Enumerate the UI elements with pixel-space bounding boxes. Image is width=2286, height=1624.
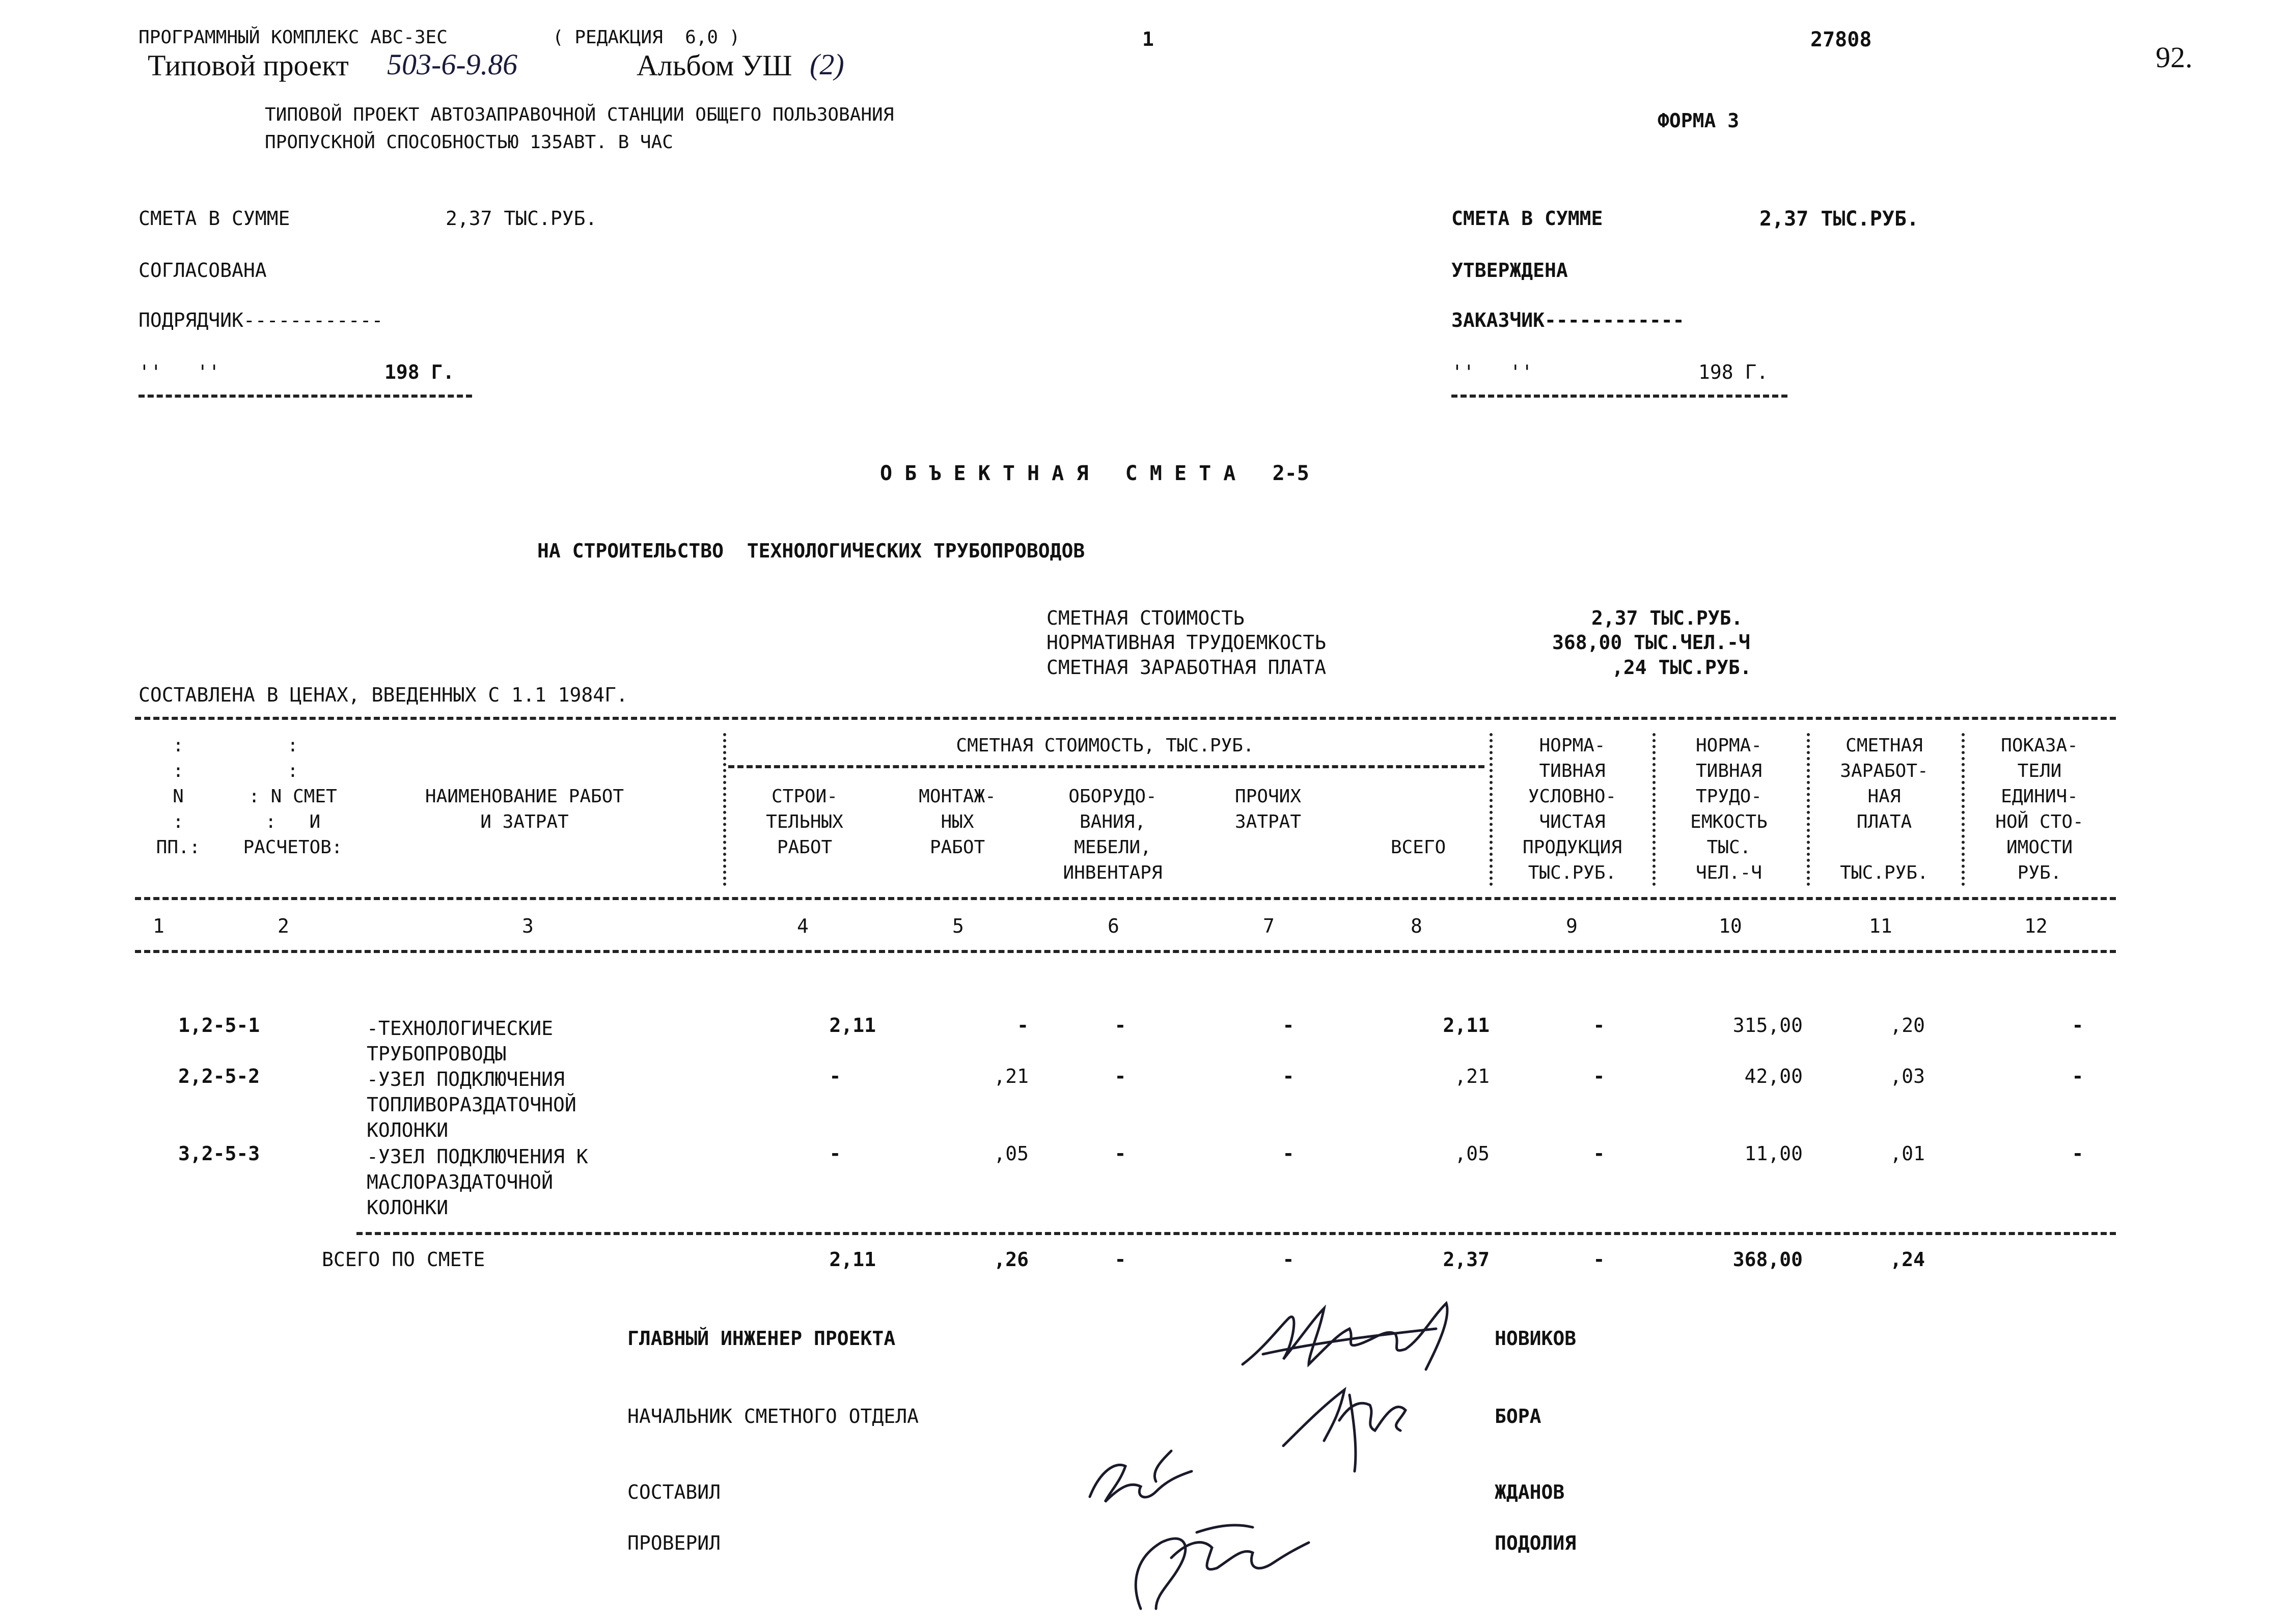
type-project-label: Типовой проект	[148, 49, 349, 82]
summary-wage-value: ,24 ТЫС.РУБ.	[1612, 656, 1752, 679]
col-number: 9	[1566, 915, 1578, 937]
signature-name: ЖДАНОВ	[1495, 1481, 1565, 1503]
left-sum-label: СМЕТА В СУММЕ	[139, 207, 290, 230]
signature-name: БОРА	[1495, 1405, 1541, 1427]
right-date-underline	[1451, 395, 1787, 398]
table-row-construction: -	[829, 1142, 841, 1165]
total-row-label: ВСЕГО ПО СМЕТЕ	[322, 1248, 485, 1271]
table-row-indicator: -	[2072, 1014, 2084, 1037]
total-row-norm-product: -	[1593, 1248, 1605, 1271]
col-number: 1	[153, 915, 164, 937]
table-row-install: ,21	[994, 1065, 1029, 1087]
page-number: 1	[1142, 28, 1154, 50]
signature-compiler-checker	[1080, 1441, 1324, 1624]
table-row-other: -	[1282, 1014, 1295, 1037]
table-row-num: 2,2-5-2	[178, 1065, 260, 1087]
total-row-other: -	[1282, 1248, 1295, 1271]
col-number: 3	[522, 915, 534, 937]
table-row-total: ,05	[1454, 1142, 1490, 1165]
table-row-construction: -	[829, 1065, 841, 1087]
software-name: ПРОГРАММНЫЙ КОМПЛЕКС АВС-ЗЕС	[139, 27, 448, 48]
left-year: 198 Г.	[384, 361, 455, 383]
header-col-name: НАИМЕНОВАНИЕ РАБОТ И ЗАТРАТ	[425, 786, 624, 832]
right-party: ЗАКАЗЧИК------------	[1451, 309, 1685, 331]
signature-name: НОВИКОВ	[1495, 1327, 1577, 1350]
total-row-labor: 368,00	[1732, 1248, 1803, 1271]
signature-role: ПРОВЕРИЛ	[627, 1532, 721, 1554]
header-col-estimate: : : : N СМЕТ : И РАСЧЕТОВ:	[243, 735, 343, 858]
album-part: (2)	[810, 48, 844, 81]
right-sum-value: 2,37 ТЫС.РУБ.	[1759, 207, 1919, 231]
table-row-total: 2,11	[1443, 1014, 1490, 1037]
header-bottom-rule	[135, 897, 2116, 900]
table-row-other: -	[1282, 1065, 1295, 1087]
table-row-wage: ,03	[1890, 1065, 1925, 1087]
table-row-construction: 2,11	[829, 1014, 876, 1037]
document-code: 27808	[1810, 28, 1872, 51]
header-group-cost: СМЕТНАЯ СТОИМОСТЬ, ТЫС.РУБ.	[956, 735, 1254, 756]
table-row-total: ,21	[1454, 1065, 1490, 1087]
col-number: 4	[797, 915, 809, 937]
signature-role: ГЛАВНЫЙ ИНЖЕНЕР ПРОЕКТА	[627, 1327, 896, 1350]
table-row-name: -УЗЕЛ ПОДКЛЮЧЕНИЯ К МАСЛОРАЗДАТОЧНОЙ КОЛОНКИ	[367, 1145, 588, 1219]
header-col-wage: СМЕТНАЯ ЗАРАБОТ- НАЯ ПЛАТА ТЫС.РУБ.	[1840, 735, 1929, 883]
right-year: 198 Г.	[1698, 361, 1769, 383]
header-col-indicator: ПОКАЗА- ТЕЛИ ЕДИНИЧ- НОЙ СТО- ИМОСТИ РУБ.	[1995, 735, 2084, 883]
table-row-labor: 42,00	[1744, 1065, 1803, 1087]
project-title-line-1: ТИПОВОЙ ПРОЕКТ АВТОЗАПРАВОЧНОЙ СТАНЦИИ ОБЩЕГО ПОЛЬЗОВАНИЯ	[265, 104, 894, 125]
project-title-line-2: ПРОПУСКНОЙ СПОСОБНОСТЬЮ 135АВТ. В ЧАС	[265, 132, 673, 153]
col-number: 10	[1719, 915, 1742, 937]
table-row-num: 3,2-5-3	[178, 1142, 260, 1165]
header-col-labor: НОРМА- ТИВНАЯ ТРУДО- ЕМКОСТЬ ТЫС. ЧЕЛ.-Ч	[1690, 735, 1768, 883]
header-col-construction: СТРОИ- ТЕЛЬНЫХ РАБОТ	[766, 786, 843, 858]
header-sep-4	[1807, 733, 1810, 886]
estimate-subtitle: НА СТРОИТЕЛЬСТВО ТЕХНОЛОГИЧЕСКИХ ТРУБОПРОВОДОВ	[537, 540, 1085, 562]
prices-note: СОСТАВЛЕНА В ЦЕНАХ, ВВЕДЕННЫХ С 1.1 1984Г.	[139, 684, 628, 706]
left-sum-value: 2,37 ТЫС.РУБ.	[446, 207, 597, 230]
header-col-other: ПРОЧИХ ЗАТРАТ	[1234, 786, 1302, 832]
total-row-construction: 2,11	[829, 1248, 876, 1271]
sheet-number: 92.	[2156, 41, 2193, 74]
software-edition: ( РЕДАКЦИЯ 6,0 )	[553, 27, 740, 48]
estimate-title: О Б Ъ Е К Т Н А Я С М Е Т А 2-5	[880, 462, 1309, 485]
table-row-equipment: -	[1114, 1014, 1126, 1037]
header-sep-2	[1490, 733, 1493, 886]
summary-labor-value: 368,00 ТЫС.ЧЕЛ.-Ч	[1552, 631, 1750, 654]
left-date-marks: '' ''	[139, 361, 221, 383]
signature-name: ПОДОЛИЯ	[1495, 1532, 1577, 1554]
table-row-indicator: -	[2072, 1142, 2084, 1165]
type-project-number: 503-6-9.86	[387, 48, 518, 81]
right-status: УТВЕРЖДЕНА	[1451, 259, 1568, 282]
table-row-norm-product: -	[1593, 1142, 1605, 1165]
header-col-num: : : N : ПП.:	[156, 735, 201, 858]
total-row-total: 2,37	[1443, 1248, 1490, 1271]
table-row-norm-product: -	[1593, 1065, 1605, 1087]
table-row-other: -	[1282, 1142, 1295, 1165]
header-col-total: ВСЕГО	[1390, 837, 1446, 858]
header-group-rule	[728, 765, 1484, 768]
header-sep-5	[1962, 733, 1965, 886]
table-row-name: -ТЕХНОЛОГИЧЕСКИЕ ТРУБОПРОВОДЫ	[367, 1017, 554, 1065]
header-sep-1	[723, 733, 726, 886]
table-top-rule	[135, 717, 2116, 720]
total-row-install: ,26	[994, 1248, 1029, 1271]
signature-role: НАЧАЛЬНИК СМЕТНОГО ОТДЕЛА	[627, 1405, 919, 1427]
signature-chief-engineer	[1232, 1288, 1487, 1380]
right-date-marks: '' ''	[1451, 361, 1533, 383]
table-row-norm-product: -	[1593, 1014, 1605, 1037]
table-row-install: ,05	[994, 1142, 1029, 1165]
summary-labor-label: НОРМАТИВНАЯ ТРУДОЕМКОСТЬ	[1046, 631, 1327, 654]
col-number: 11	[1869, 915, 1892, 937]
table-row-install: -	[1017, 1014, 1029, 1037]
form-label: ФОРМА 3	[1658, 109, 1740, 132]
total-row-wage: ,24	[1890, 1248, 1925, 1271]
summary-wage-label: СМЕТНАЯ ЗАРАБОТНАЯ ПЛАТА	[1046, 656, 1327, 679]
total-row-equipment: -	[1114, 1248, 1126, 1271]
col-number: 7	[1263, 915, 1275, 937]
col-number: 12	[2024, 915, 2048, 937]
col-number: 6	[1108, 915, 1119, 937]
left-party: ПОДРЯДЧИК------------	[139, 309, 383, 331]
col-number: 8	[1411, 915, 1422, 937]
summary-cost-value: 2,37 ТЫС.РУБ.	[1591, 607, 1743, 629]
summary-cost-label: СМЕТНАЯ СТОИМОСТЬ	[1046, 607, 1245, 629]
header-col-equipment: ОБОРУДО- ВАНИЯ, МЕБЕЛИ, ИНВЕНТАРЯ	[1063, 786, 1163, 883]
table-row-equipment: -	[1114, 1142, 1126, 1165]
album-label: Альбом УШ	[637, 49, 792, 82]
left-date-underline	[139, 395, 472, 398]
numbers-bottom-rule	[135, 950, 2116, 953]
table-row-wage: ,20	[1890, 1014, 1925, 1037]
table-row-labor: 315,00	[1732, 1014, 1803, 1037]
totals-rule	[356, 1232, 2116, 1235]
header-col-install: МОНТАЖ- НЫХ РАБОТ	[919, 786, 996, 858]
table-row-name: -УЗЕЛ ПОДКЛЮЧЕНИЯ ТОПЛИВОРАЗДАТОЧНОЙ КОЛОНКИ	[367, 1068, 576, 1141]
signature-role: СОСТАВИЛ	[627, 1481, 721, 1503]
table-row-num: 1,2-5-1	[178, 1014, 260, 1037]
table-row-equipment: -	[1114, 1065, 1126, 1087]
table-row-labor: 11,00	[1744, 1142, 1803, 1165]
header-col-norm-product: НОРМА- ТИВНАЯ УСЛОВНО- ЧИСТАЯ ПРОДУКЦИЯ ТЫС.РУБ.	[1522, 735, 1622, 883]
table-row-indicator: -	[2072, 1065, 2084, 1087]
col-number: 2	[278, 915, 289, 937]
table-row-wage: ,01	[1890, 1142, 1925, 1165]
right-sum-label: СМЕТА В СУММЕ	[1451, 207, 1603, 230]
header-sep-3	[1652, 733, 1656, 886]
left-status: СОГЛАСОВАНА	[139, 259, 267, 282]
col-number: 5	[952, 915, 964, 937]
